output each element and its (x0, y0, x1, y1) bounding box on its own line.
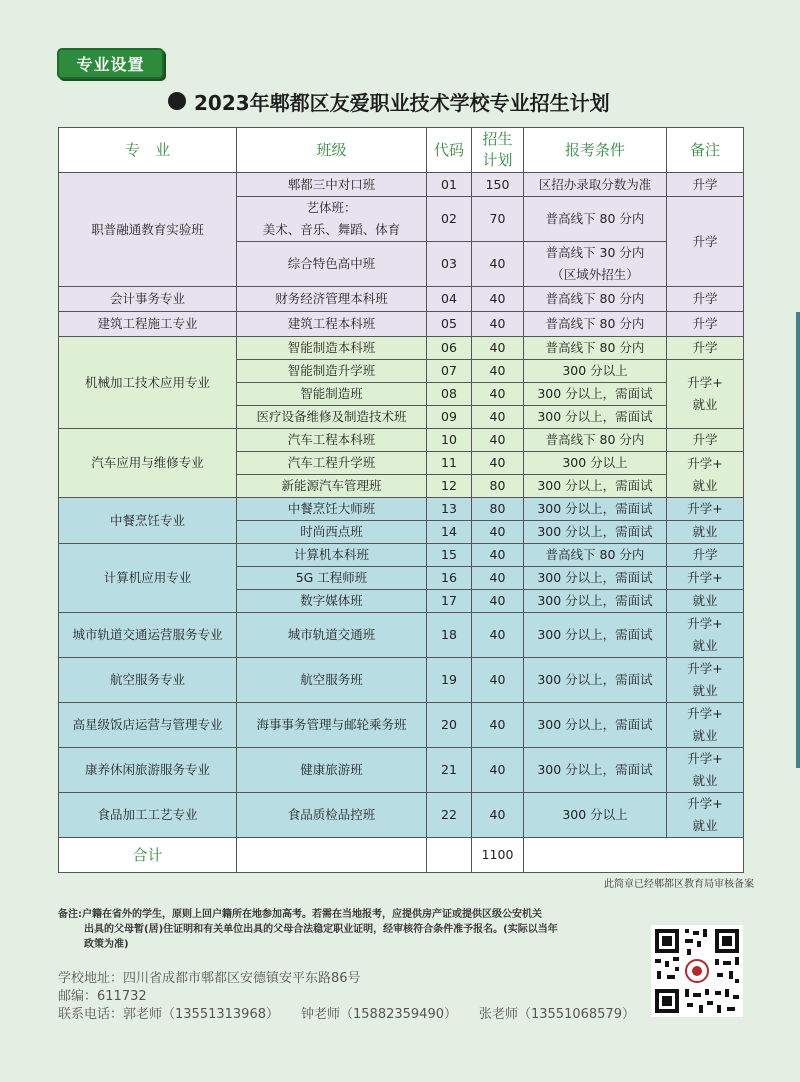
phone-label: 联系电话： (58, 1007, 124, 1022)
code-cell: 07 (427, 360, 472, 383)
class-cell: 食品质检品控班 (237, 793, 427, 838)
edge-decoration (796, 312, 800, 768)
code-cell: 18 (427, 613, 472, 658)
class-cell: 计算机本科班 (237, 544, 427, 567)
code-cell: 22 (427, 793, 472, 838)
class-cell: 城市轨道交通班 (237, 613, 427, 658)
plan-cell: 40 (472, 242, 524, 287)
remark-cell: 升学 (667, 197, 744, 287)
requirement-cell: 300 分以上，需面试 (524, 383, 667, 406)
code-cell: 20 (427, 703, 472, 748)
plan-cell: 40 (472, 337, 524, 360)
remark-cell: 升学+ 就业 (667, 748, 744, 793)
requirement-cell: 区招办录取分数为准 (524, 173, 667, 197)
phone-row (58, 1006, 635, 1024)
plan-cell: 40 (472, 544, 524, 567)
major-cell: 职普融通教育实验班 (59, 173, 237, 287)
total-plan: 1100 (472, 838, 524, 873)
plan-cell: 40 (472, 383, 524, 406)
header-class: 班级 (237, 128, 427, 173)
table-row (59, 703, 744, 748)
header-remark: 备注 (667, 128, 744, 173)
requirement-cell: 300 分以上，需面试 (524, 748, 667, 793)
class-cell: 医疗设备维修及制造技术班 (237, 406, 427, 429)
remark-cell: 升学 (667, 337, 744, 360)
table-row (59, 498, 744, 521)
title-text: 2023年郫都区友爱职业技术学校专业招生计划 (194, 90, 610, 115)
class-cell: 艺体班： 美术、音乐、舞蹈、体育 (237, 197, 427, 242)
table-row (59, 173, 744, 197)
major-cell: 会计事务专业 (59, 287, 237, 312)
major-cell: 康养休闲旅游服务专业 (59, 748, 237, 793)
total-label: 合计 (59, 838, 237, 873)
class-cell: 数字媒体班 (237, 590, 427, 613)
header-row (59, 128, 744, 173)
class-cell: 智能制造升学班 (237, 360, 427, 383)
remark-cell: 升学+ (667, 567, 744, 590)
plan-cell: 40 (472, 521, 524, 544)
plan-cell: 40 (472, 590, 524, 613)
class-cell: 智能制造班 (237, 383, 427, 406)
table-row (59, 613, 744, 658)
plan-cell: 40 (472, 312, 524, 337)
section-badge: 专业设置 (57, 48, 164, 79)
enrollment-plan-table (58, 127, 744, 873)
requirement-cell: 300 分以上，需面试 (524, 475, 667, 498)
code-cell: 10 (427, 429, 472, 452)
plan-cell: 150 (472, 173, 524, 197)
table-row (59, 544, 744, 567)
requirement-cell: 300 分以上，需面试 (524, 406, 667, 429)
table-row (59, 429, 744, 452)
remark-cell: 升学 (667, 173, 744, 197)
code-cell: 03 (427, 242, 472, 287)
class-cell: 新能源汽车管理班 (237, 475, 427, 498)
bullet-dot-icon (168, 92, 186, 110)
plan-cell: 40 (472, 793, 524, 838)
plan-cell: 40 (472, 452, 524, 475)
qr-code-icon (651, 925, 743, 1017)
requirement-cell: 300 分以上，需面试 (524, 590, 667, 613)
header-code: 代码 (427, 128, 472, 173)
remark-cell: 升学+ 就业 (667, 658, 744, 703)
class-cell: 郫都三中对口班 (237, 173, 427, 197)
notes-line: 出具的父母暂(居)住证明和有关单位出具的父母合法稳定职业证明，经审核符合条件准予报名。(实际以当年 (84, 924, 558, 935)
major-cell: 中餐烹饪专业 (59, 498, 237, 544)
code-cell: 11 (427, 452, 472, 475)
requirement-cell: 300 分以上 (524, 793, 667, 838)
requirement-cell: 普高线下 80 分内 (524, 287, 667, 312)
class-cell: 健康旅游班 (237, 748, 427, 793)
major-cell: 计算机应用专业 (59, 544, 237, 613)
requirement-cell: 普高线下 80 分内 (524, 544, 667, 567)
remark-cell: 升学+ 就业 (667, 703, 744, 748)
table-row (59, 748, 744, 793)
code-cell: 13 (427, 498, 472, 521)
remark-cell: 升学 (667, 312, 744, 337)
major-cell: 城市轨道交通运营服务专业 (59, 613, 237, 658)
code-cell: 12 (427, 475, 472, 498)
code-cell: 16 (427, 567, 472, 590)
plan-cell: 40 (472, 703, 524, 748)
plan-cell: 40 (472, 406, 524, 429)
teacher-phone: 郭老师（13551313968） (123, 1007, 279, 1022)
table-row (59, 337, 744, 360)
requirement-cell: 300 分以上，需面试 (524, 567, 667, 590)
class-cell: 中餐烹饪大师班 (237, 498, 427, 521)
plan-cell: 40 (472, 658, 524, 703)
class-cell: 5G 工程师班 (237, 567, 427, 590)
remark-cell: 升学 (667, 429, 744, 452)
requirement-cell: 普高线下 80 分内 (524, 312, 667, 337)
code-cell: 09 (427, 406, 472, 429)
major-cell: 建筑工程施工专业 (59, 312, 237, 337)
code-cell: 17 (427, 590, 472, 613)
remark-cell: 升学 (667, 544, 744, 567)
major-cell: 汽车应用与维修专业 (59, 429, 237, 498)
remark-cell: 升学+ 就业 (667, 452, 744, 498)
remark-cell: 升学+ (667, 498, 744, 521)
requirement-cell: 普高线下 80 分内 (524, 337, 667, 360)
class-cell: 汽车工程本科班 (237, 429, 427, 452)
requirement-cell: 普高线下 80 分内 (524, 197, 667, 242)
table-row (59, 793, 744, 838)
requirement-cell: 300 分以上，需面试 (524, 703, 667, 748)
remark-cell: 就业 (667, 590, 744, 613)
header-plan: 招生 计划 (472, 128, 524, 173)
contact-block (58, 970, 635, 1024)
major-cell: 航空服务专业 (59, 658, 237, 703)
requirement-cell: 普高线下 80 分内 (524, 429, 667, 452)
code-cell: 05 (427, 312, 472, 337)
page-title (168, 84, 610, 118)
major-cell: 高星级饭店运营与管理专业 (59, 703, 237, 748)
header-requirement: 报考条件 (524, 128, 667, 173)
total-empty-cell (427, 838, 472, 873)
plan-cell: 80 (472, 498, 524, 521)
plan-cell: 40 (472, 613, 524, 658)
remark-cell: 升学+ 就业 (667, 360, 744, 429)
plan-cell: 80 (472, 475, 524, 498)
plan-cell: 40 (472, 748, 524, 793)
code-cell: 21 (427, 748, 472, 793)
class-cell: 财务经济管理本科班 (237, 287, 427, 312)
total-empty-cell (524, 838, 744, 873)
postcode: 邮编：611732 (58, 989, 147, 1004)
code-cell: 14 (427, 521, 472, 544)
plan-cell: 40 (472, 567, 524, 590)
teacher-phone: 钟老师（15882359490） (301, 1007, 457, 1022)
plan-cell: 40 (472, 360, 524, 383)
header-major: 专 业 (59, 128, 237, 173)
code-cell: 19 (427, 658, 472, 703)
requirement-cell: 300 分以上，需面试 (524, 498, 667, 521)
major-cell: 食品加工工艺专业 (59, 793, 237, 838)
remark-cell: 升学 (667, 287, 744, 312)
requirement-cell: 300 分以上，需面试 (524, 521, 667, 544)
code-cell: 01 (427, 173, 472, 197)
major-cell: 机械加工技术应用专业 (59, 337, 237, 429)
class-cell: 时尚西点班 (237, 521, 427, 544)
requirement-cell: 普高线下 30 分内 （区域外招生） (524, 242, 667, 287)
total-row (59, 838, 744, 873)
notes-block (58, 907, 618, 952)
requirement-cell: 300 分以上 (524, 360, 667, 383)
code-cell: 15 (427, 544, 472, 567)
requirement-cell: 300 分以上，需面试 (524, 613, 667, 658)
class-cell: 智能制造本科班 (237, 337, 427, 360)
remark-cell: 就业 (667, 521, 744, 544)
class-cell: 海事事务管理与邮轮乘务班 (237, 703, 427, 748)
total-empty-cell (237, 838, 427, 873)
code-cell: 04 (427, 287, 472, 312)
requirement-cell: 300 分以上 (524, 452, 667, 475)
class-cell: 汽车工程升学班 (237, 452, 427, 475)
table-row (59, 312, 744, 337)
notes-line: 政策为准) (84, 939, 129, 950)
code-cell: 06 (427, 337, 472, 360)
remark-cell: 升学+ 就业 (667, 793, 744, 838)
table-row (59, 287, 744, 312)
plan-cell: 40 (472, 429, 524, 452)
plan-cell: 70 (472, 197, 524, 242)
table-row (59, 658, 744, 703)
class-cell: 航空服务班 (237, 658, 427, 703)
school-address: 学校地址：四川省成都市郫都区安德镇安平东路86号 (58, 971, 361, 986)
class-cell: 建筑工程本科班 (237, 312, 427, 337)
code-cell: 02 (427, 197, 472, 242)
remark-cell: 升学+ 就业 (667, 613, 744, 658)
class-cell: 综合特色高中班 (237, 242, 427, 287)
notes-line: 备注:户籍在省外的学生，原则上回户籍所在地参加高考。若需在当地报考，应提供房产证或提供区级公安机关 (58, 909, 542, 920)
teacher-phone: 张老师（13551068579） (478, 1007, 635, 1022)
record-note: 此简章已经郫都区教育局审核备案 (604, 879, 754, 890)
requirement-cell: 300 分以上，需面试 (524, 658, 667, 703)
plan-cell: 40 (472, 287, 524, 312)
code-cell: 08 (427, 383, 472, 406)
